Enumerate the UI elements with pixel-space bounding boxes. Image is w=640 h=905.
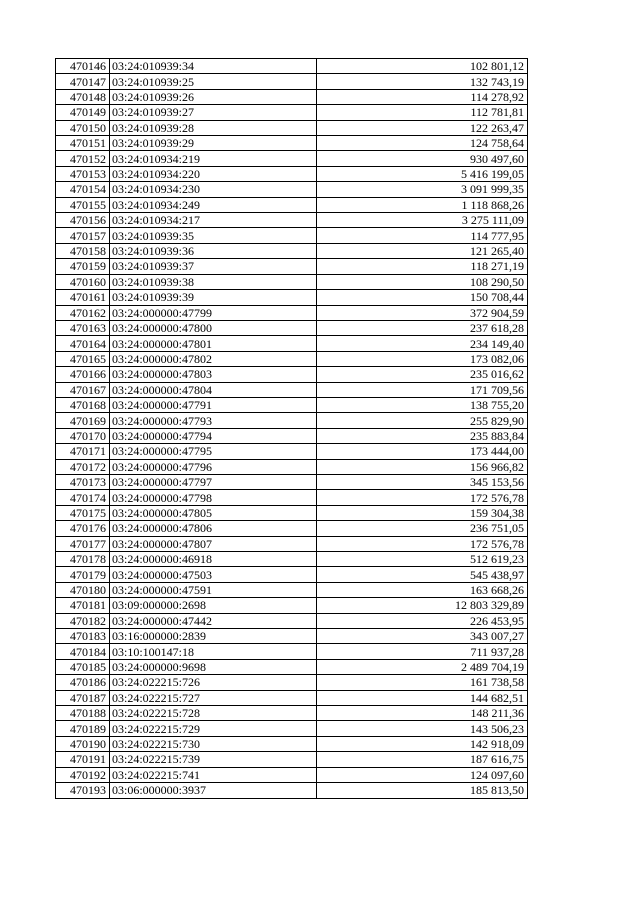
cadastral-value-cell: 5 416 199,05 xyxy=(317,166,528,181)
row-id-cell: 470170 xyxy=(56,428,110,443)
table-row xyxy=(56,136,528,151)
row-id-cell: 470150 xyxy=(56,120,110,135)
table-row xyxy=(56,721,528,736)
cadastral-value-cell: 345 153,56 xyxy=(317,474,528,489)
cadastral-value-cell: 234 149,40 xyxy=(317,336,528,351)
table-row xyxy=(56,675,528,690)
cadastral-number-cell: 03:24:000000:47794 xyxy=(110,428,317,443)
cadastral-value-cell: 143 506,23 xyxy=(317,721,528,736)
row-id-cell: 470172 xyxy=(56,459,110,474)
row-id-cell: 470191 xyxy=(56,752,110,767)
cadastral-value-cell: 930 497,60 xyxy=(317,151,528,166)
table-row xyxy=(56,752,528,767)
row-id-cell: 470156 xyxy=(56,213,110,228)
cadastral-number-cell: 03:24:010934:217 xyxy=(110,213,317,228)
table-row xyxy=(56,490,528,505)
row-id-cell: 470147 xyxy=(56,74,110,89)
table-row xyxy=(56,690,528,705)
row-id-cell: 470192 xyxy=(56,767,110,782)
cadastral-number-cell: 03:24:000000:47801 xyxy=(110,336,317,351)
cadastral-value-cell: 124 097,60 xyxy=(317,767,528,782)
cadastral-number-cell: 03:24:000000:47797 xyxy=(110,474,317,489)
cadastral-number-cell: 03:24:000000:47796 xyxy=(110,459,317,474)
cadastral-value-cell: 114 278,92 xyxy=(317,89,528,104)
table-row xyxy=(56,120,528,135)
cadastral-number-cell: 03:24:010934:230 xyxy=(110,182,317,197)
cadastral-number-cell: 03:24:000000:47795 xyxy=(110,444,317,459)
table-row xyxy=(56,259,528,274)
cadastral-number-cell: 03:24:000000:47804 xyxy=(110,382,317,397)
table-row xyxy=(56,59,528,74)
cadastral-value-cell: 255 829,90 xyxy=(317,413,528,428)
row-id-cell: 470154 xyxy=(56,182,110,197)
table-row xyxy=(56,459,528,474)
cadastral-number-cell: 03:24:022215:730 xyxy=(110,736,317,751)
cadastral-number-cell: 03:24:010934:249 xyxy=(110,197,317,212)
row-id-cell: 470189 xyxy=(56,721,110,736)
table-row xyxy=(56,736,528,751)
cadastral-value-cell: 171 709,56 xyxy=(317,382,528,397)
cadastral-value-cell: 3 275 111,09 xyxy=(317,213,528,228)
table-row xyxy=(56,290,528,305)
cadastral-number-cell: 03:24:000000:47807 xyxy=(110,536,317,551)
cadastral-number-cell: 03:24:000000:47799 xyxy=(110,305,317,320)
cadastral-value-table xyxy=(55,58,528,799)
table-row xyxy=(56,767,528,782)
table-row xyxy=(56,382,528,397)
cadastral-value-cell: 226 453,95 xyxy=(317,613,528,628)
cadastral-value-cell: 512 619,23 xyxy=(317,552,528,567)
cadastral-number-cell: 03:24:010939:28 xyxy=(110,120,317,135)
row-id-cell: 470161 xyxy=(56,290,110,305)
cadastral-number-cell: 03:24:022215:727 xyxy=(110,690,317,705)
row-id-cell: 470182 xyxy=(56,613,110,628)
row-id-cell: 470171 xyxy=(56,444,110,459)
cadastral-number-cell: 03:24:000000:46918 xyxy=(110,552,317,567)
cadastral-number-cell: 03:24:010939:35 xyxy=(110,228,317,243)
cadastral-value-cell: 343 007,27 xyxy=(317,629,528,644)
cadastral-number-cell: 03:24:022215:739 xyxy=(110,752,317,767)
cadastral-number-cell: 03:24:010934:220 xyxy=(110,166,317,181)
cadastral-value-cell: 148 211,36 xyxy=(317,706,528,721)
row-id-cell: 470183 xyxy=(56,629,110,644)
cadastral-value-cell: 138 755,20 xyxy=(317,397,528,412)
cadastral-number-cell: 03:24:000000:47805 xyxy=(110,505,317,520)
cadastral-number-cell: 03:09:000000:2698 xyxy=(110,598,317,613)
cadastral-value-cell: 711 937,28 xyxy=(317,644,528,659)
table-row xyxy=(56,367,528,382)
cadastral-value-cell: 150 708,44 xyxy=(317,290,528,305)
cadastral-number-cell: 03:16:000000:2839 xyxy=(110,629,317,644)
table-row xyxy=(56,182,528,197)
table-row xyxy=(56,213,528,228)
cadastral-value-cell: 114 777,95 xyxy=(317,228,528,243)
cadastral-number-cell: 03:24:022215:729 xyxy=(110,721,317,736)
cadastral-number-cell: 03:24:000000:47791 xyxy=(110,397,317,412)
cadastral-value-cell: 142 918,09 xyxy=(317,736,528,751)
table-row xyxy=(56,274,528,289)
cadastral-number-cell: 03:24:022215:741 xyxy=(110,767,317,782)
row-id-cell: 470177 xyxy=(56,536,110,551)
cadastral-number-cell: 03:24:000000:47798 xyxy=(110,490,317,505)
cadastral-value-cell: 236 751,05 xyxy=(317,521,528,536)
cadastral-number-cell: 03:24:010939:29 xyxy=(110,136,317,151)
row-id-cell: 470159 xyxy=(56,259,110,274)
table-row xyxy=(56,706,528,721)
row-id-cell: 470185 xyxy=(56,659,110,674)
row-id-cell: 470184 xyxy=(56,644,110,659)
table-body xyxy=(56,59,528,799)
table-row xyxy=(56,243,528,258)
cadastral-value-cell: 144 682,51 xyxy=(317,690,528,705)
row-id-cell: 470180 xyxy=(56,582,110,597)
row-id-cell: 470188 xyxy=(56,706,110,721)
cadastral-number-cell: 03:24:010939:34 xyxy=(110,59,317,74)
cadastral-number-cell: 03:24:010939:27 xyxy=(110,105,317,120)
cadastral-value-cell: 102 801,12 xyxy=(317,59,528,74)
row-id-cell: 470155 xyxy=(56,197,110,212)
cadastral-number-cell: 03:24:000000:47806 xyxy=(110,521,317,536)
cadastral-value-cell: 545 438,97 xyxy=(317,567,528,582)
cadastral-number-cell: 03:24:022215:728 xyxy=(110,706,317,721)
cadastral-number-cell: 03:06:000000:3937 xyxy=(110,783,317,798)
cadastral-number-cell: 03:24:010939:26 xyxy=(110,89,317,104)
table-row xyxy=(56,320,528,335)
table-row xyxy=(56,582,528,597)
row-id-cell: 470148 xyxy=(56,89,110,104)
table-row xyxy=(56,228,528,243)
row-id-cell: 470165 xyxy=(56,351,110,366)
cadastral-number-cell: 03:24:000000:47442 xyxy=(110,613,317,628)
cadastral-value-cell: 185 813,50 xyxy=(317,783,528,798)
row-id-cell: 470151 xyxy=(56,136,110,151)
cadastral-value-cell: 163 668,26 xyxy=(317,582,528,597)
row-id-cell: 470186 xyxy=(56,675,110,690)
cadastral-value-cell: 161 738,58 xyxy=(317,675,528,690)
cadastral-value-cell: 235 016,62 xyxy=(317,367,528,382)
cadastral-number-cell: 03:24:000000:9698 xyxy=(110,659,317,674)
cadastral-value-cell: 108 290,50 xyxy=(317,274,528,289)
table-row xyxy=(56,413,528,428)
cadastral-value-cell: 118 271,19 xyxy=(317,259,528,274)
table-row xyxy=(56,351,528,366)
cadastral-value-cell: 121 265,40 xyxy=(317,243,528,258)
row-id-cell: 470168 xyxy=(56,397,110,412)
cadastral-value-cell: 12 803 329,89 xyxy=(317,598,528,613)
row-id-cell: 470152 xyxy=(56,151,110,166)
table-row xyxy=(56,197,528,212)
cadastral-number-cell: 03:24:000000:47803 xyxy=(110,367,317,382)
table-row xyxy=(56,659,528,674)
cadastral-number-cell: 03:24:010934:219 xyxy=(110,151,317,166)
cadastral-value-cell: 173 082,06 xyxy=(317,351,528,366)
cadastral-number-cell: 03:24:010939:38 xyxy=(110,274,317,289)
row-id-cell: 470164 xyxy=(56,336,110,351)
table-row xyxy=(56,74,528,89)
row-id-cell: 470169 xyxy=(56,413,110,428)
cadastral-value-cell: 124 758,64 xyxy=(317,136,528,151)
row-id-cell: 470176 xyxy=(56,521,110,536)
table-row xyxy=(56,305,528,320)
cadastral-value-cell: 2 489 704,19 xyxy=(317,659,528,674)
cadastral-value-cell: 237 618,28 xyxy=(317,320,528,335)
row-id-cell: 470146 xyxy=(56,59,110,74)
row-id-cell: 470181 xyxy=(56,598,110,613)
cadastral-value-cell: 3 091 999,35 xyxy=(317,182,528,197)
row-id-cell: 470157 xyxy=(56,228,110,243)
table-row xyxy=(56,105,528,120)
cadastral-value-cell: 372 904,59 xyxy=(317,305,528,320)
cadastral-number-cell: 03:24:000000:47793 xyxy=(110,413,317,428)
table-row xyxy=(56,644,528,659)
cadastral-number-cell: 03:24:000000:47800 xyxy=(110,320,317,335)
row-id-cell: 470173 xyxy=(56,474,110,489)
row-id-cell: 470158 xyxy=(56,243,110,258)
cadastral-value-cell: 132 743,19 xyxy=(317,74,528,89)
table-row xyxy=(56,536,528,551)
cadastral-number-cell: 03:24:000000:47802 xyxy=(110,351,317,366)
cadastral-value-cell: 156 966,82 xyxy=(317,459,528,474)
table-row xyxy=(56,613,528,628)
row-id-cell: 470153 xyxy=(56,166,110,181)
table-row xyxy=(56,567,528,582)
table-row xyxy=(56,552,528,567)
row-id-cell: 470193 xyxy=(56,783,110,798)
cadastral-value-cell: 235 883,84 xyxy=(317,428,528,443)
row-id-cell: 470167 xyxy=(56,382,110,397)
table-row xyxy=(56,397,528,412)
cadastral-value-cell: 122 263,47 xyxy=(317,120,528,135)
row-id-cell: 470179 xyxy=(56,567,110,582)
table-row xyxy=(56,783,528,798)
cadastral-number-cell: 03:24:010939:25 xyxy=(110,74,317,89)
table-row xyxy=(56,474,528,489)
cadastral-value-cell: 172 576,78 xyxy=(317,490,528,505)
row-id-cell: 470166 xyxy=(56,367,110,382)
table-row xyxy=(56,629,528,644)
cadastral-number-cell: 03:24:022215:726 xyxy=(110,675,317,690)
cadastral-value-cell: 112 781,81 xyxy=(317,105,528,120)
table-row xyxy=(56,336,528,351)
row-id-cell: 470190 xyxy=(56,736,110,751)
cadastral-number-cell: 03:24:010939:36 xyxy=(110,243,317,258)
row-id-cell: 470162 xyxy=(56,305,110,320)
cadastral-value-cell: 187 616,75 xyxy=(317,752,528,767)
row-id-cell: 470163 xyxy=(56,320,110,335)
cadastral-number-cell: 03:24:000000:47503 xyxy=(110,567,317,582)
cadastral-value-cell: 173 444,00 xyxy=(317,444,528,459)
table-row xyxy=(56,521,528,536)
cadastral-value-cell: 159 304,38 xyxy=(317,505,528,520)
table-row xyxy=(56,166,528,181)
row-id-cell: 470174 xyxy=(56,490,110,505)
row-id-cell: 470178 xyxy=(56,552,110,567)
row-id-cell: 470149 xyxy=(56,105,110,120)
cadastral-number-cell: 03:24:010939:37 xyxy=(110,259,317,274)
table-row xyxy=(56,505,528,520)
row-id-cell: 470175 xyxy=(56,505,110,520)
table-row xyxy=(56,89,528,104)
cadastral-value-cell: 1 118 868,26 xyxy=(317,197,528,212)
row-id-cell: 470187 xyxy=(56,690,110,705)
cadastral-number-cell: 03:24:010939:39 xyxy=(110,290,317,305)
table-row xyxy=(56,598,528,613)
table-row xyxy=(56,428,528,443)
cadastral-number-cell: 03:10:100147:18 xyxy=(110,644,317,659)
cadastral-number-cell: 03:24:000000:47591 xyxy=(110,582,317,597)
row-id-cell: 470160 xyxy=(56,274,110,289)
table-row xyxy=(56,151,528,166)
table-row xyxy=(56,444,528,459)
cadastral-value-cell: 172 576,78 xyxy=(317,536,528,551)
